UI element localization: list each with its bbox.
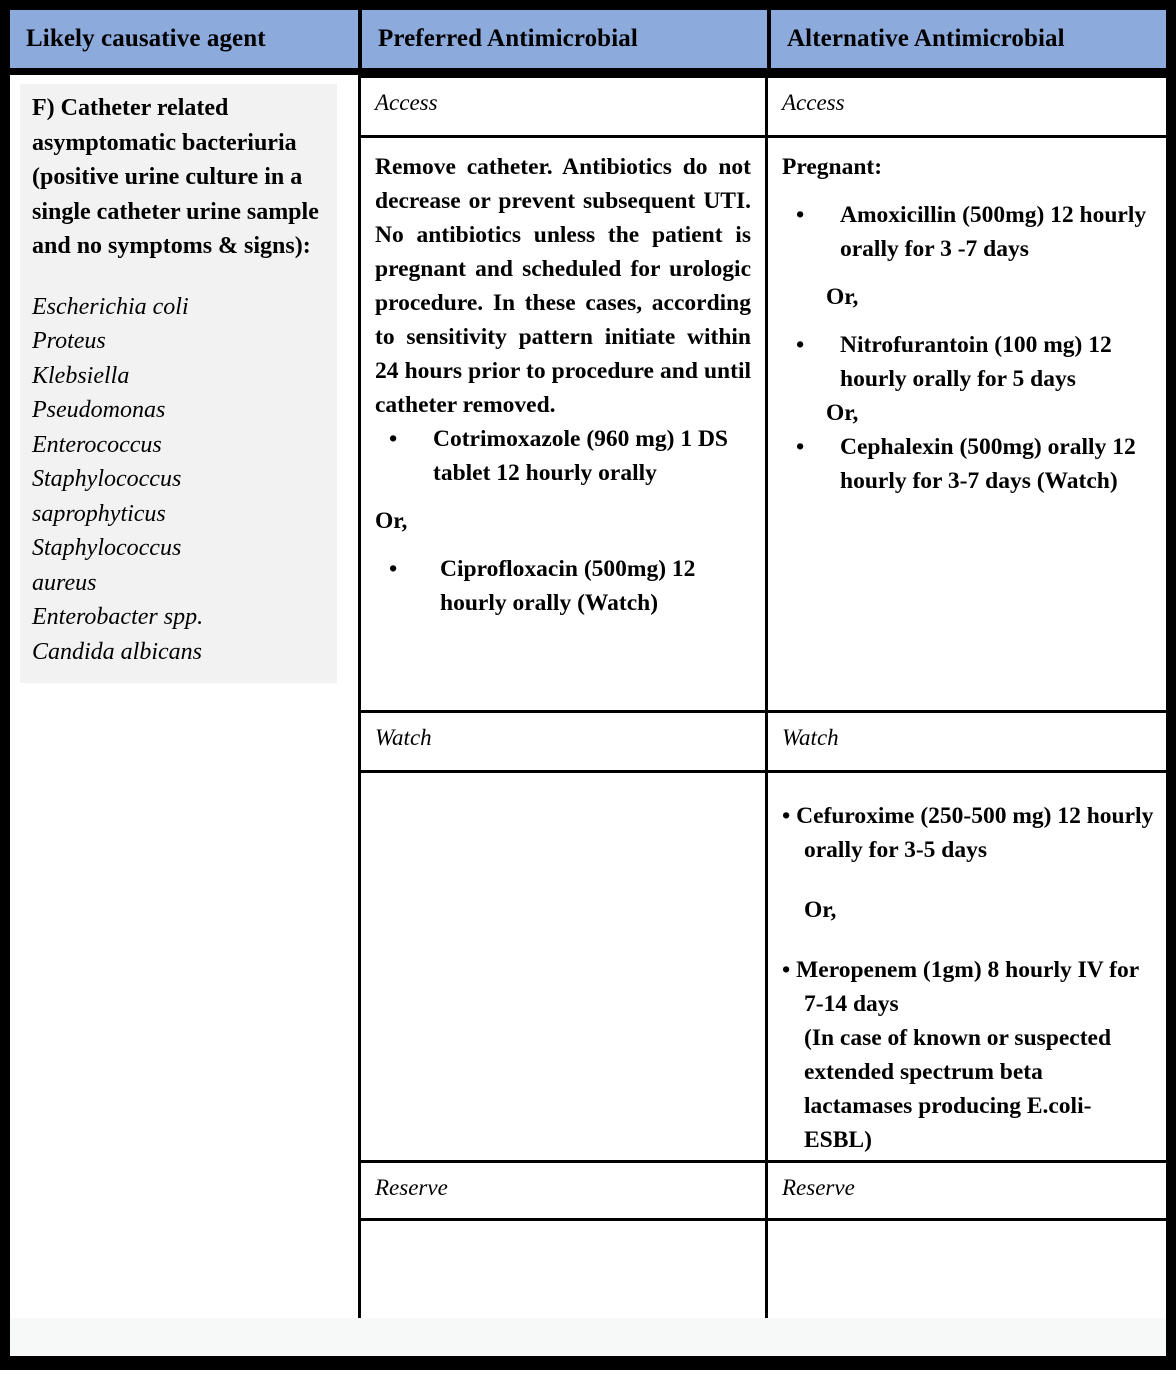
organism-list bbox=[20, 290, 337, 670]
spacer bbox=[361, 490, 765, 504]
watch-preferred-content bbox=[361, 773, 765, 785]
column-header-preferred bbox=[362, 10, 767, 68]
table-border-top bbox=[0, 0, 1176, 10]
spacer bbox=[361, 538, 765, 552]
list-item: Escherichia coli bbox=[32, 293, 189, 320]
medication-note: (In case of known or suspected extended spectrum beta lactamases producing E.coli-ESBL) bbox=[804, 1025, 1112, 1153]
list-item: saprophyticus bbox=[32, 500, 166, 527]
list-item: Staphylococcus bbox=[32, 466, 182, 492]
watch-alternative-bullet-2 bbox=[768, 953, 1166, 1157]
reserve-preferred-content bbox=[361, 1221, 765, 1233]
medication-text: Nitrofurantoin (100 mg) 12 hourly orally for 5 days bbox=[840, 332, 1112, 392]
access-alternative-bullet-list-3 bbox=[768, 430, 1166, 498]
table-border-right bbox=[1166, 0, 1176, 1370]
access-preferred-bullet-list-1 bbox=[361, 422, 765, 490]
tier-label-reserve-alternative: Reserve bbox=[782, 1175, 855, 1200]
watch-alternative-cell bbox=[768, 773, 1166, 1160]
list-item: Staphylococcus bbox=[32, 535, 182, 561]
list-item bbox=[782, 198, 1152, 266]
spacer bbox=[768, 773, 1166, 799]
spacer bbox=[768, 927, 1166, 953]
tier-label-watch-preferred: Watch bbox=[375, 725, 432, 750]
access-preferred-or-label: Or, bbox=[375, 508, 408, 534]
reserve-alternative-content bbox=[768, 1221, 1166, 1233]
list-item: aureus bbox=[32, 569, 97, 596]
watch-preferred-cell bbox=[361, 773, 765, 1160]
reserve-label-preferred-cell bbox=[361, 1163, 765, 1218]
access-alternative-bullet-list-1 bbox=[768, 198, 1166, 266]
list-item: Candida albicans bbox=[32, 638, 203, 665]
spacer bbox=[768, 184, 1166, 198]
watch-label-preferred-cell bbox=[361, 713, 765, 770]
access-alternative-or-label-1: Or, bbox=[826, 284, 859, 310]
list-item: Proteus bbox=[32, 328, 106, 354]
tier-label-access-preferred: Access bbox=[375, 90, 438, 115]
causative-agent-cell bbox=[20, 84, 337, 683]
bullet-icon: • bbox=[796, 332, 805, 358]
bullet-icon: • bbox=[389, 426, 398, 452]
spacer bbox=[768, 266, 1166, 280]
medication-text: • Meropenem (1gm) 8 hourly IV for 7-14 days bbox=[782, 957, 1139, 1017]
watch-alternative-or-label: Or, bbox=[804, 897, 837, 923]
medication-text: Amoxicillin (500mg) 12 hourly orally for 3 -7 days bbox=[840, 202, 1147, 262]
column-header-agent-label: Likely causative agent bbox=[26, 25, 266, 52]
list-item bbox=[375, 552, 751, 620]
access-preferred-paragraph: Remove catheter. Antibiotics do not decrease or prevent subsequent UTI. No antibiotics unless the patient is pregnant and scheduled for urologic procedure. In these cases, according to sensitivity pattern initiate within 24 hours prior to procedure and until catheter removed. bbox=[375, 154, 751, 418]
bullet-icon: • bbox=[796, 202, 805, 228]
header-bottom-rule bbox=[10, 68, 1166, 75]
medication-text: • Cefuroxime (250-500 mg) 12 hourly orally for 3-5 days bbox=[782, 803, 1154, 863]
table-border-left bbox=[0, 0, 10, 1370]
column-header-alternative-label: Alternative Antimicrobial bbox=[787, 25, 1065, 52]
access-label-preferred-cell bbox=[361, 78, 765, 135]
column-header-alternative bbox=[771, 10, 1166, 68]
access-preferred-bullet-list-2 bbox=[361, 552, 765, 620]
medication-text: Ciprofloxacin (500mg) 12 hourly orally (Watch) bbox=[440, 556, 696, 616]
list-item: Enterococcus bbox=[32, 431, 162, 458]
access-preferred-cell bbox=[361, 138, 765, 710]
tier-label-reserve-preferred: Reserve bbox=[375, 1175, 448, 1200]
condition-title: F) Catheter related asymptomatic bacteriuria (positive urine culture in a single catheter urine sample and no symptoms & signs): bbox=[32, 95, 319, 259]
list-item bbox=[782, 328, 1152, 396]
access-label-alternative-cell bbox=[768, 78, 1166, 135]
tier-label-watch-alternative: Watch bbox=[782, 725, 839, 750]
watch-alternative-bullet-1 bbox=[768, 799, 1166, 867]
table-footer-band bbox=[10, 1318, 1166, 1356]
table-header-row bbox=[10, 10, 1166, 68]
tier-label-access-alternative: Access bbox=[782, 90, 845, 115]
list-item bbox=[375, 422, 751, 490]
access-alternative-heading: Pregnant: bbox=[782, 154, 883, 180]
access-alternative-bullet-list-2 bbox=[768, 328, 1166, 396]
list-item: Pseudomonas bbox=[32, 397, 166, 423]
watch-label-alternative-cell bbox=[768, 713, 1166, 770]
spacer bbox=[768, 314, 1166, 328]
treatment-grid bbox=[358, 75, 1166, 1356]
access-alternative-cell bbox=[768, 138, 1166, 710]
bullet-icon: • bbox=[389, 556, 398, 582]
table-border-bottom bbox=[0, 1356, 1176, 1370]
condition-spacer bbox=[20, 264, 337, 290]
list-item: Enterobacter spp. bbox=[32, 604, 204, 630]
list-item bbox=[782, 430, 1152, 498]
column-header-agent bbox=[10, 10, 358, 68]
reserve-label-alternative-cell bbox=[768, 1163, 1166, 1218]
medication-text: Cotrimoxazole (960 mg) 1 DS tablet 12 hourly orally bbox=[433, 426, 728, 486]
column-header-preferred-label: Preferred Antimicrobial bbox=[378, 25, 638, 52]
medication-text: Cephalexin (500mg) orally 12 hourly for 3-7 days (Watch) bbox=[840, 434, 1136, 494]
list-item: Klebsiella bbox=[32, 362, 130, 389]
spacer bbox=[768, 867, 1166, 893]
bullet-icon: • bbox=[796, 434, 805, 460]
access-alternative-or-label-2: Or, bbox=[826, 400, 859, 426]
